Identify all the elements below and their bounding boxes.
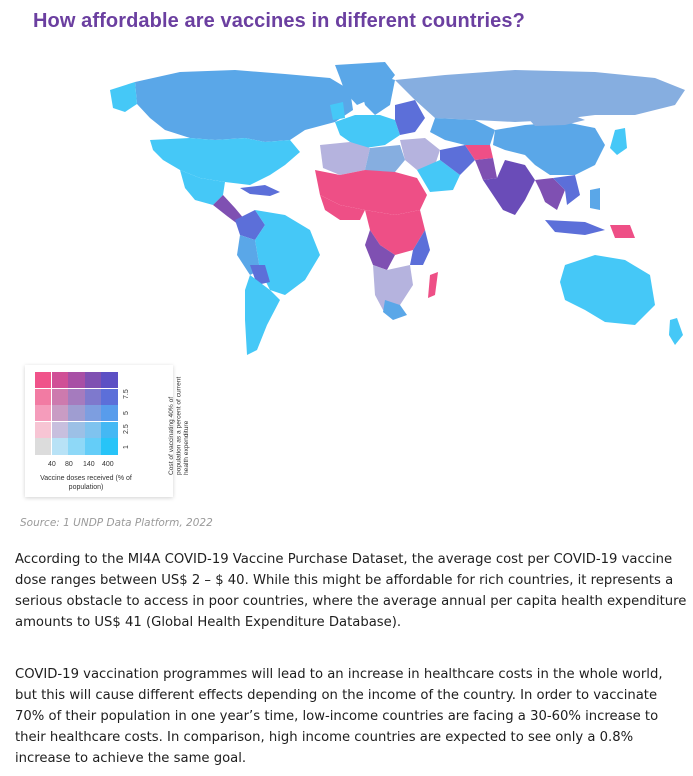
legend-cell [85,389,101,405]
legend-y-tick-4: 7.5 [123,389,130,399]
legend-x-tick-40: 40 [48,461,56,468]
legend-x-tick-140: 140 [83,461,95,468]
legend-cell [35,389,51,405]
legend-y-axis-title: Cost of vaccinating 40% of population as a percent of current health expenditure [168,376,190,475]
madagascar-region [428,272,438,298]
legend-cell [68,389,84,405]
legend-cell [101,372,117,388]
page-title: How affordable are vaccines in different countries? [33,10,525,32]
source-caption: Source: 1 UNDP Data Platform, 2022 [20,517,213,529]
body-paragraph-1: According to the MI4A COVID-19 Vaccine Purchase Dataset, the average cost per COVID-19 vaccine dose ranges between US$ 2 – $ 40. While this might be affordable for rich countries, it represents a serious obstacle to access in poor countries, where the average annual per capita health expenditure amounts to US$ 41 (Global Health Expenditure Database). [15,552,687,630]
new-zealand-region [669,318,683,345]
legend-cell [52,372,68,388]
legend-y-tick-3: 5 [123,411,130,415]
bivariate-legend [25,365,190,497]
legend-cell [68,405,84,421]
australia-region [560,255,655,325]
alaska-region [110,82,137,112]
legend-cell [68,422,84,438]
usa-region [150,138,300,185]
legend-y-tick-2: 2.5 [123,424,130,434]
world-choropleth-map [95,60,693,370]
legend-cell [85,405,101,421]
legend-cell [52,389,68,405]
legend-cell [52,438,68,454]
legend-x-tick-80: 80 [65,461,73,468]
caribbean-region [240,185,280,196]
east-europe-region [395,100,425,135]
north-africa-west [320,142,370,175]
legend-cell [68,438,84,454]
pakistan-region [475,158,497,180]
legend-cell [52,405,68,421]
legend-cell [52,422,68,438]
philippines-region [590,188,600,210]
legend-cell [35,438,51,454]
legend-y-tick-1: 1 [123,445,130,449]
legend-cell [85,372,101,388]
indonesia-region [545,220,605,235]
body-paragraph-2: COVID-19 vaccination programmes will lead to an increase in healthcare costs in the whole world, but this will cause different effects depending on the income of the country. In order to vaccinate 70% of their population in one year’s time, low-income countries are facing a 30-60% increase to their healthcare costs. In comparison, high income countries are expected to see only a 0.8% increase to achieve the same goal. [15,667,663,766]
legend-x-axis-title: Vaccine doses received (% of population) [40,475,132,491]
legend-cell [101,389,117,405]
canada-region [135,70,353,142]
legend-cell [35,372,51,388]
legend-cell [35,405,51,421]
legend-cell [101,422,117,438]
legend-cell [101,438,117,454]
japan-region [610,128,627,155]
legend-cell [101,405,117,421]
legend-color-grid [35,372,119,456]
central-asia-region [430,118,495,145]
legend-cell [68,372,84,388]
legend-x-tick-400: 400 [102,461,114,468]
legend-cell [85,422,101,438]
legend-cell [35,422,51,438]
papua-region [610,225,635,238]
legend-cell [85,438,101,454]
